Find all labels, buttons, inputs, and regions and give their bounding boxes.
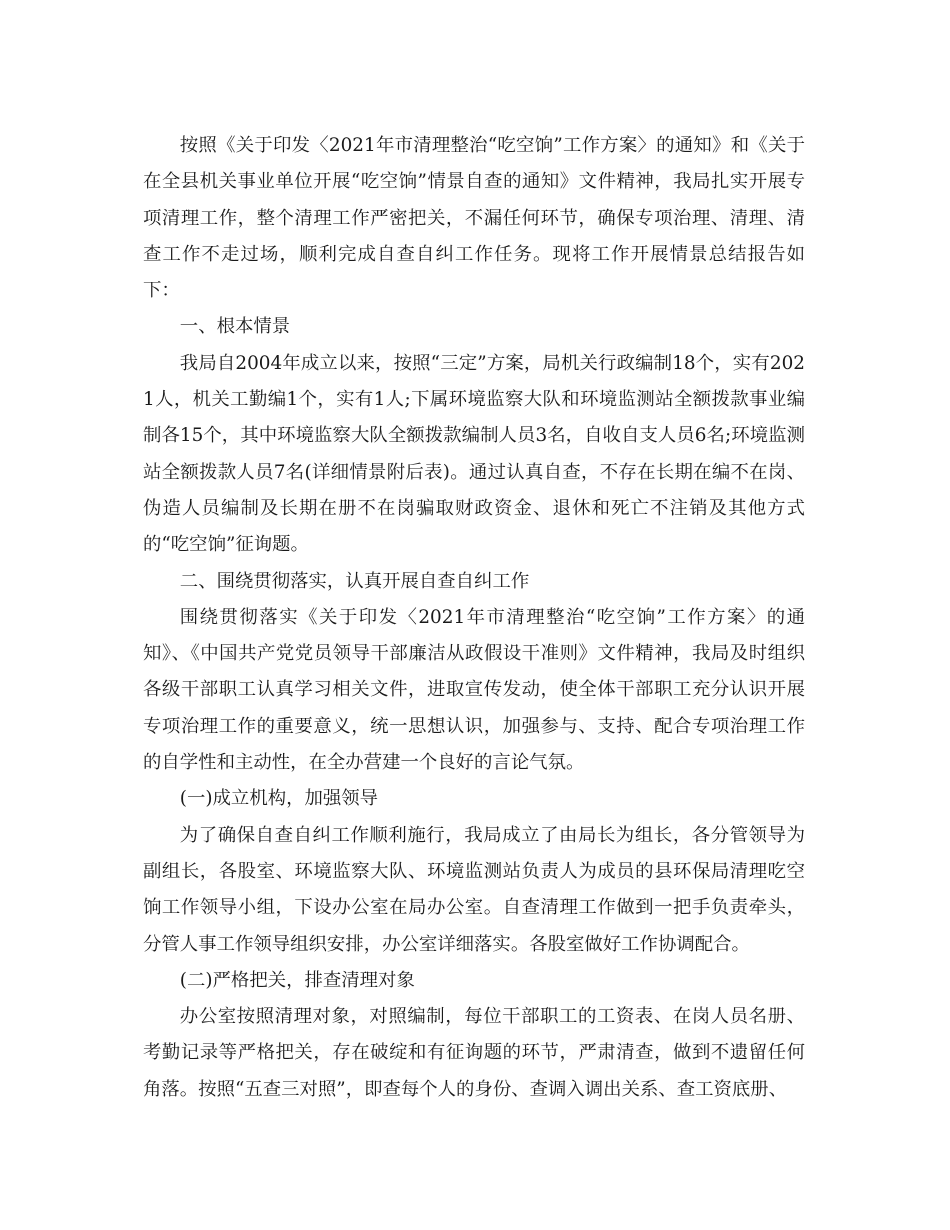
paragraph-basic-situation: 我局自2004年成立以来，按照“三定”方案，局机关行政编制18个，实有2021人，机关工勤编1个，实有1人;下属环境监察大队和环境监测站全额拨款事业编制各15个，其中环境监察大队全额拨款编制人员3名，自收自支人员6名;环境监测站全额拨款人员7名(详细情景附后表)。通过认真自查，不存在长期在编不在岗、伪造人员编制及长期在册不在岗骗取财政资金、退休和死亡不注销及其他方式的“吃空饷”征询题。 [143, 352, 805, 556]
paragraph-strict-check: 办公室按照清理对象，对照编制，每位干部职工的工资表、在岗人员名册、考勤记录等严格把关，存在破绽和有征询题的环节，严肃清查，做到不遗留任何角落。按照“五查三对照”，即查每个人的身份、查调入调出关系、查工资底册、 [143, 1006, 805, 1100]
paragraph-intro: 按照《关于印发〈2021年市清理整治“吃空饷”工作方案〉的通知》和《关于在全县机关事业单位开展“吃空饷”情景自查的通知》文件精神，我局扎实开展专项清理工作，整个清理工作严密把关，不漏任何环节，确保专项治理、清理、清查工作不走过场，顺利完成自查自纠工作任务。现将工作开展情景总结报告如下： [143, 135, 805, 302]
section-heading-basic-situation: 一、根本情景 [179, 316, 291, 338]
section-heading-self-inspection: 二、围绕贯彻落实，认真开展自查自纠工作 [179, 570, 530, 592]
document-body [143, 128, 805, 1108]
paragraph-self-inspection: 围绕贯彻落实《关于印发〈2021年市清理整治“吃空饷”工作方案〉的通知》、《中国共产党党员领导干部廉洁从政假设干准则》文件精神，我局及时组织各级干部职工认真学习相关文件，进取宣传发动，使全体干部职工充分认识开展专项治理工作的重要意义，统一思想认识，加强参与、支持、配合专项治理工作的自学性和主动性，在全办营建一个良好的言论气氛。 [143, 606, 805, 774]
subheading-strict-check: (二)严格把关，排查清理对象 [179, 969, 415, 991]
paragraph-organization: 为了确保自查自纠工作顺利施行，我局成立了由局长为组长，各分管领导为副组长，各股室、环境监察大队、环境监测站负责人为成员的县环保局清理吃空饷工作领导小组，下设办公室在局办公室。自查清理工作做到一把手负责牵头，分管人事工作领导组织安排，办公室详细落实。各股室做好工作协调配合。 [143, 824, 805, 955]
subheading-organization: (一)成立机构，加强领导 [179, 788, 379, 810]
